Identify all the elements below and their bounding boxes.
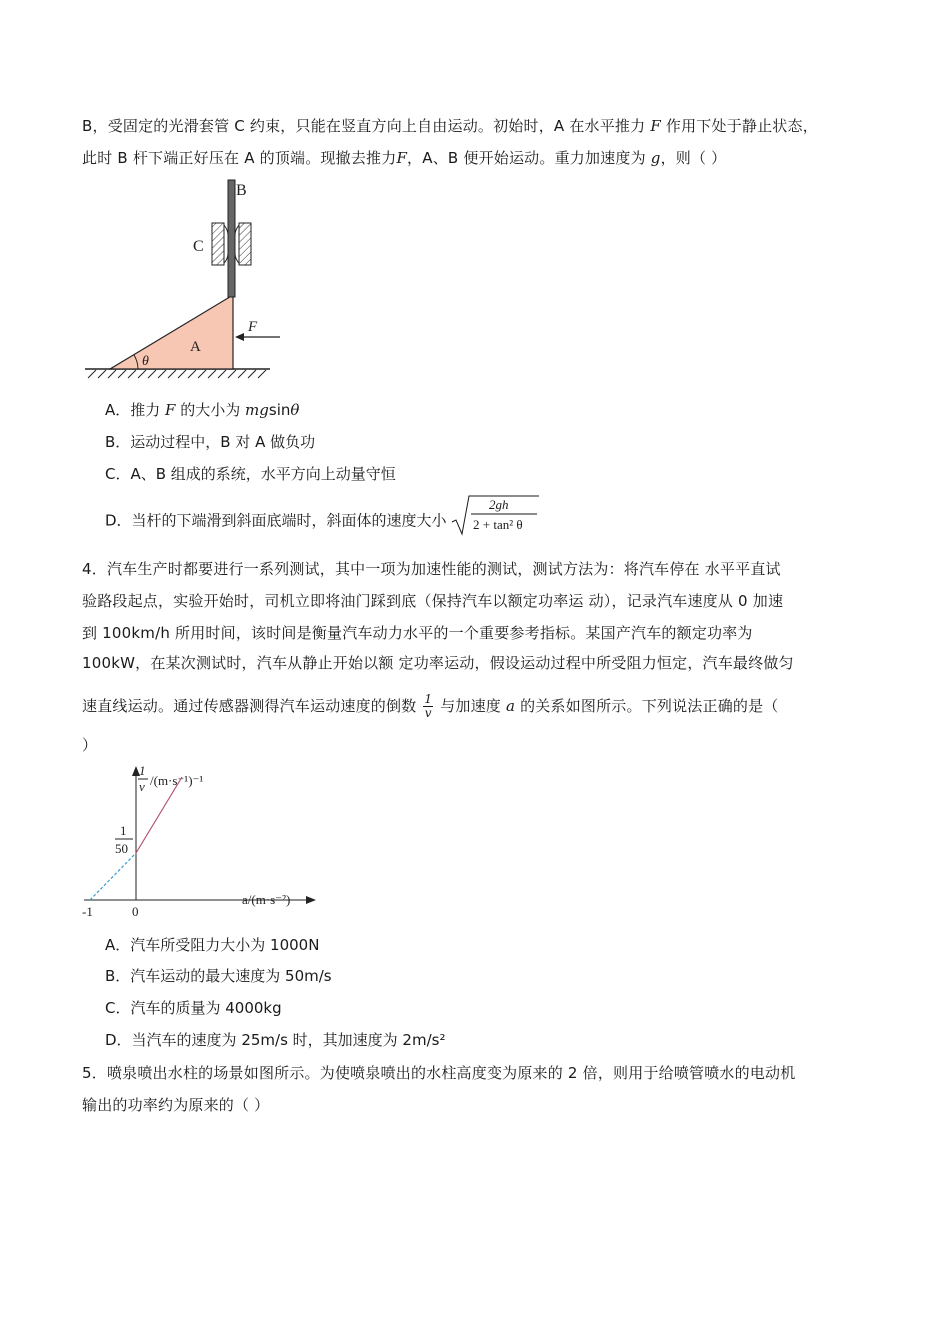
- q5-line2: 输出的功率约为原来的（ ）: [82, 1096, 270, 1114]
- q4-line4: 100kW，在某次测试时，汽车从静止开始以额 定功率运动，假设运动过程中所受阻力恒定，汽车最终做匀: [82, 654, 794, 672]
- sqrt-expression: [451, 494, 541, 536]
- q4-line5: 速直线运动。通过传感器测得汽车运动速度的倒数 $\frac{1}{v}$ 与加速度 a 的关系如图所示。下列说法正确的是（: [82, 692, 779, 720]
- dashed-extension: [90, 853, 136, 900]
- q4-option-c[interactable]: C．汽车的质量为 4000kg: [105, 999, 282, 1017]
- origin-label: 0: [132, 904, 139, 919]
- y-label-den: v: [139, 779, 145, 794]
- y-tick-num: 1: [120, 823, 127, 838]
- q4-option-a[interactable]: A．汽车所受阻力大小为 1000N: [105, 936, 320, 954]
- wedge-label: A: [190, 339, 201, 355]
- svg-text:2 + tan² θ: 2 + tan² θ: [473, 517, 523, 532]
- rod-b: [228, 180, 235, 297]
- q4-option-d[interactable]: D．当汽车的速度为 25m/s 时，其加速度为 2m/s²: [105, 1031, 446, 1049]
- q4-line1: 4．汽车生产时都要进行一系列测试，其中一项为加速性能的测试，测试方法为：将汽车停在 水平平直试: [82, 560, 781, 578]
- q3-figure: [80, 175, 280, 385]
- q3-option-d[interactable]: D．当杆的下端滑到斜面底端时，斜面体的速度大小 2gh 2 + tan² θ: [105, 506, 541, 536]
- q3-stem-line2: 此时 B 杆下端正好压在 A 的顶端。现撤去推力F，A、B 便开始运动。重力加速度为 g，则（ ）: [82, 149, 727, 167]
- x-tick-neg: -1: [82, 904, 93, 919]
- x-label: a/(m·s⁻²): [242, 892, 291, 907]
- q4-line2: 验路段起点，实验开始时，司机立即将油门踩到底（保持汽车以额定功率运 动），记录汽车速度从 0 加速: [82, 592, 784, 610]
- q3-option-b[interactable]: B．运动过程中，B 对 A 做负功: [105, 433, 316, 451]
- theta-label: θ: [142, 354, 149, 369]
- inverse-v-fraction: $\frac{1}{v}$: [424, 692, 433, 720]
- ground-hatch: [88, 370, 266, 378]
- q4-line6: ）: [82, 736, 98, 754]
- force-label: F: [248, 319, 258, 335]
- sleeve-label: C: [193, 238, 204, 255]
- wedge-a: [110, 295, 233, 369]
- q4-option-b[interactable]: B．汽车运动的最大速度为 50m/s: [105, 967, 332, 985]
- sleeve-right: [239, 223, 251, 265]
- svg-text:2gh: 2gh: [489, 497, 509, 512]
- q4-line3: 到 100km/h 所用时间，该时间是衡量汽车动力水平的一个重要参考指标。某国产汽车的额定功率为: [82, 624, 753, 642]
- q3-option-a[interactable]: A．推力 F 的大小为 mgsinθ: [105, 401, 300, 419]
- y-tick-den: 50: [115, 841, 128, 856]
- y-label-unit: /(m·s⁻¹)⁻¹: [150, 773, 204, 788]
- q3-option-c[interactable]: C．A、B 组成的系统，水平方向上动量守恒: [105, 465, 396, 483]
- q5-line1: 5．喷泉喷出水柱的场景如图所示。为使喷泉喷出的水柱高度变为原来的 2 倍，则用于给喷管喷水的电动机: [82, 1064, 796, 1082]
- rod-label: B: [236, 182, 247, 199]
- y-label-num: 1: [139, 763, 146, 778]
- sleeve-left: [212, 223, 224, 265]
- q3-stem-line1: B，受固定的光滑套管 C 约束，只能在竖直方向上自由运动。初始时，A 在水平推力 F 作用下处于静止状态，: [82, 117, 818, 135]
- q4-graph: [78, 760, 318, 922]
